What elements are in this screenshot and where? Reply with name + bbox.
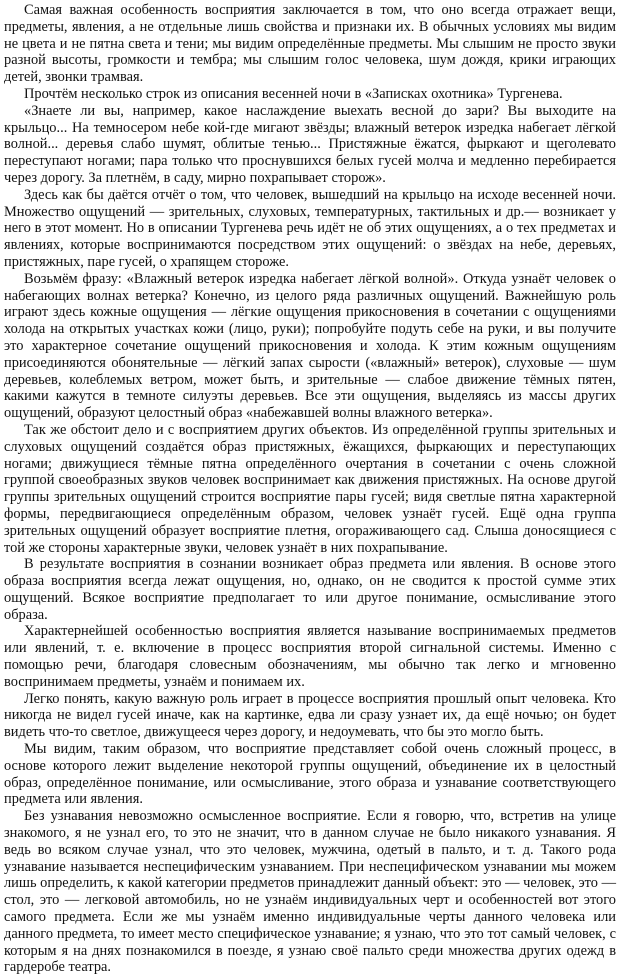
paragraph: Без узнавания невозможно осмысленное восприятие. Если я говорю, что, встретив на улице знакомого, я не узнал его, то это не значит, что в данном случае не было никакого узнавания. Я ведь во всяком случае узнал, что это человек, мужчина, одетый в пальто, и т. д. Такого рода узнавание называется неспецифическим узнаванием. При неспецифическом узнавании мы можем лишь определить, к какой категории предметов принадлежит данный объект: это — человек, это — стол, это — легковой автомобиль, но не узнаём индивидуальных черт и особенностей вот этого самого предмета. Если же мы узнаём именно индивидуальные черты данного человека или данного предмета, то имеет место специфическое узнавание; я узнаю, что это тот самый человек, с которым я на днях познакомился в поезде, я узнаю своё пальто среди множества других одежд в гардеробе театра.: [4, 808, 616, 976]
paragraph: Так же обстоит дело и с восприятием других объектов. Из определённой группы зрительных и слуховых ощущений создаётся образ пристяжных, ёжащихся, фыркающих и переступающих ногами; движущиеся тёмные пятна определённого очертания в сочетании с очень сложной группой своеобразных звуков человек воспринимает как движения пристяжных. На основе другой группы зрительных ощущений строится восприятие пары гусей; видя светлые пятна характерной формы, передвигающиеся определённым образом, человек узнаёт гусей. Ещё одна группа зрительных ощущений образует восприятие плетня, огораживающего сад. Слыша доносящиеся с той же стороны характерные звуки, человек узнаёт в них похрапывание.: [4, 421, 616, 556]
paragraph: Характернейшей особенностью восприятия является называние воспринимаемых предметов или явлений, т. е. включение в процесс восприятия второй сигнальной системы. Именно с помощью речи, благодаря словесным обозначениям, мы обычно так легко и мгновенно воспринимаем предметы, узнаём и понимаем их.: [4, 623, 616, 690]
paragraph: Мы видим, таким образом, что восприятие представляет собой очень сложный процесс, в основе которого лежит выделение некоторой группы ощущений, объединение их в целостный образ, определённое понимание, или осмысливание, этого образа и узнавание соответствующего предмета или явления.: [4, 741, 616, 808]
paragraph: Самая важная особенность восприятия заключается в том, что оно всегда отражает вещи, предметы, явления, а не отдельные лишь свойства и признаки их. В обычных условиях мы видим не цвета и не пятна света и тени; мы видим определённые предметы. Мы слышим не просто звуки разной высоты, громкости и тембра; мы слышим голос человека, шум дождя, крики играющих детей, звонки трамвая.: [4, 2, 616, 86]
paragraph: Легко понять, какую важную роль играет в процессе восприятия прошлый опыт человека. Кто никогда не видел гусей иначе, как на картинке, едва ли сразу узнает их, да ещё ночью; он будет видеть что-то светлое, движущееся через дорогу, и недоумевать, что бы это могло быть.: [4, 690, 616, 741]
paragraph: Здесь как бы даётся отчёт о том, что человек, вышедший на крыльцо на исходе весенней ночи. Множество ощущений — зрительных, слуховых, температурных, тактильных и др.— возникает у него в этот момент. Но в описании Тургенева речь идёт не об этих ощущениях, а о тех предметах и явлениях, которые воспринимаются посредством этих ощущений: о звёздах на небе, деревьях, пристяжных, паре гусей, о храпящем стороже.: [4, 186, 616, 270]
paragraph: В результате восприятия в сознании возникает образ предмета или явления. В основе этого образа восприятия всегда лежат ощущения, но, однако, он не сводится к простой сумме этих ощущений. Всякое восприятие предполагает то или другое понимание, осмысливание этого образа.: [4, 556, 616, 623]
paragraph: «Знаете ли вы, например, какое наслаждение выехать весной до зари? Вы выходите на крыльцо... На темносером небе кой-где мигают звёзды; влажный ветерок изредка набегает лёгкой волной... деревья слабо шумят, облитые тенью... Пристяжные ёжатся, фыркают и щеголевато переступают ногами; пара только что проснувшихся белых гусей молча и медленно перебирается через дорогу. За плетнём, в саду, мирно похрапывает сторож».: [4, 102, 616, 186]
paragraph: Прочтём несколько строк из описания весенней ночи в «Записках охотника» Тургенева.: [24, 85, 563, 102]
paragraph: Возьмём фразу: «Влажный ветерок изредка набегает лёгкой волной». Откуда узнаёт человек о набегающих волнах ветерка? Конечно, из целого ряда различных ощущений. Важнейшую роль играют здесь кожные ощущения — лёгкие ощущения прикосновения в сочетании с ощущениями холода на открытых участках кожи (лицо, руки); попробуйте подуть себе на руки, и вы получите это характерное сочетание ощущений прикосновения и холода. К этим кожным ощущениям присоединяются обонятельные — лёгкий запах сырости («влажный» ветерок), слуховые — шум деревьев, колеблемых ветром, может быть, и зрительные — слабое движение тёмных пятен, какими кажутся в темноте силуэты деревьев. Все эти ощущения, выделяясь из массы других ощущений, образуют целостный образ «набежавшей волны влажного ветерка».: [4, 270, 616, 422]
